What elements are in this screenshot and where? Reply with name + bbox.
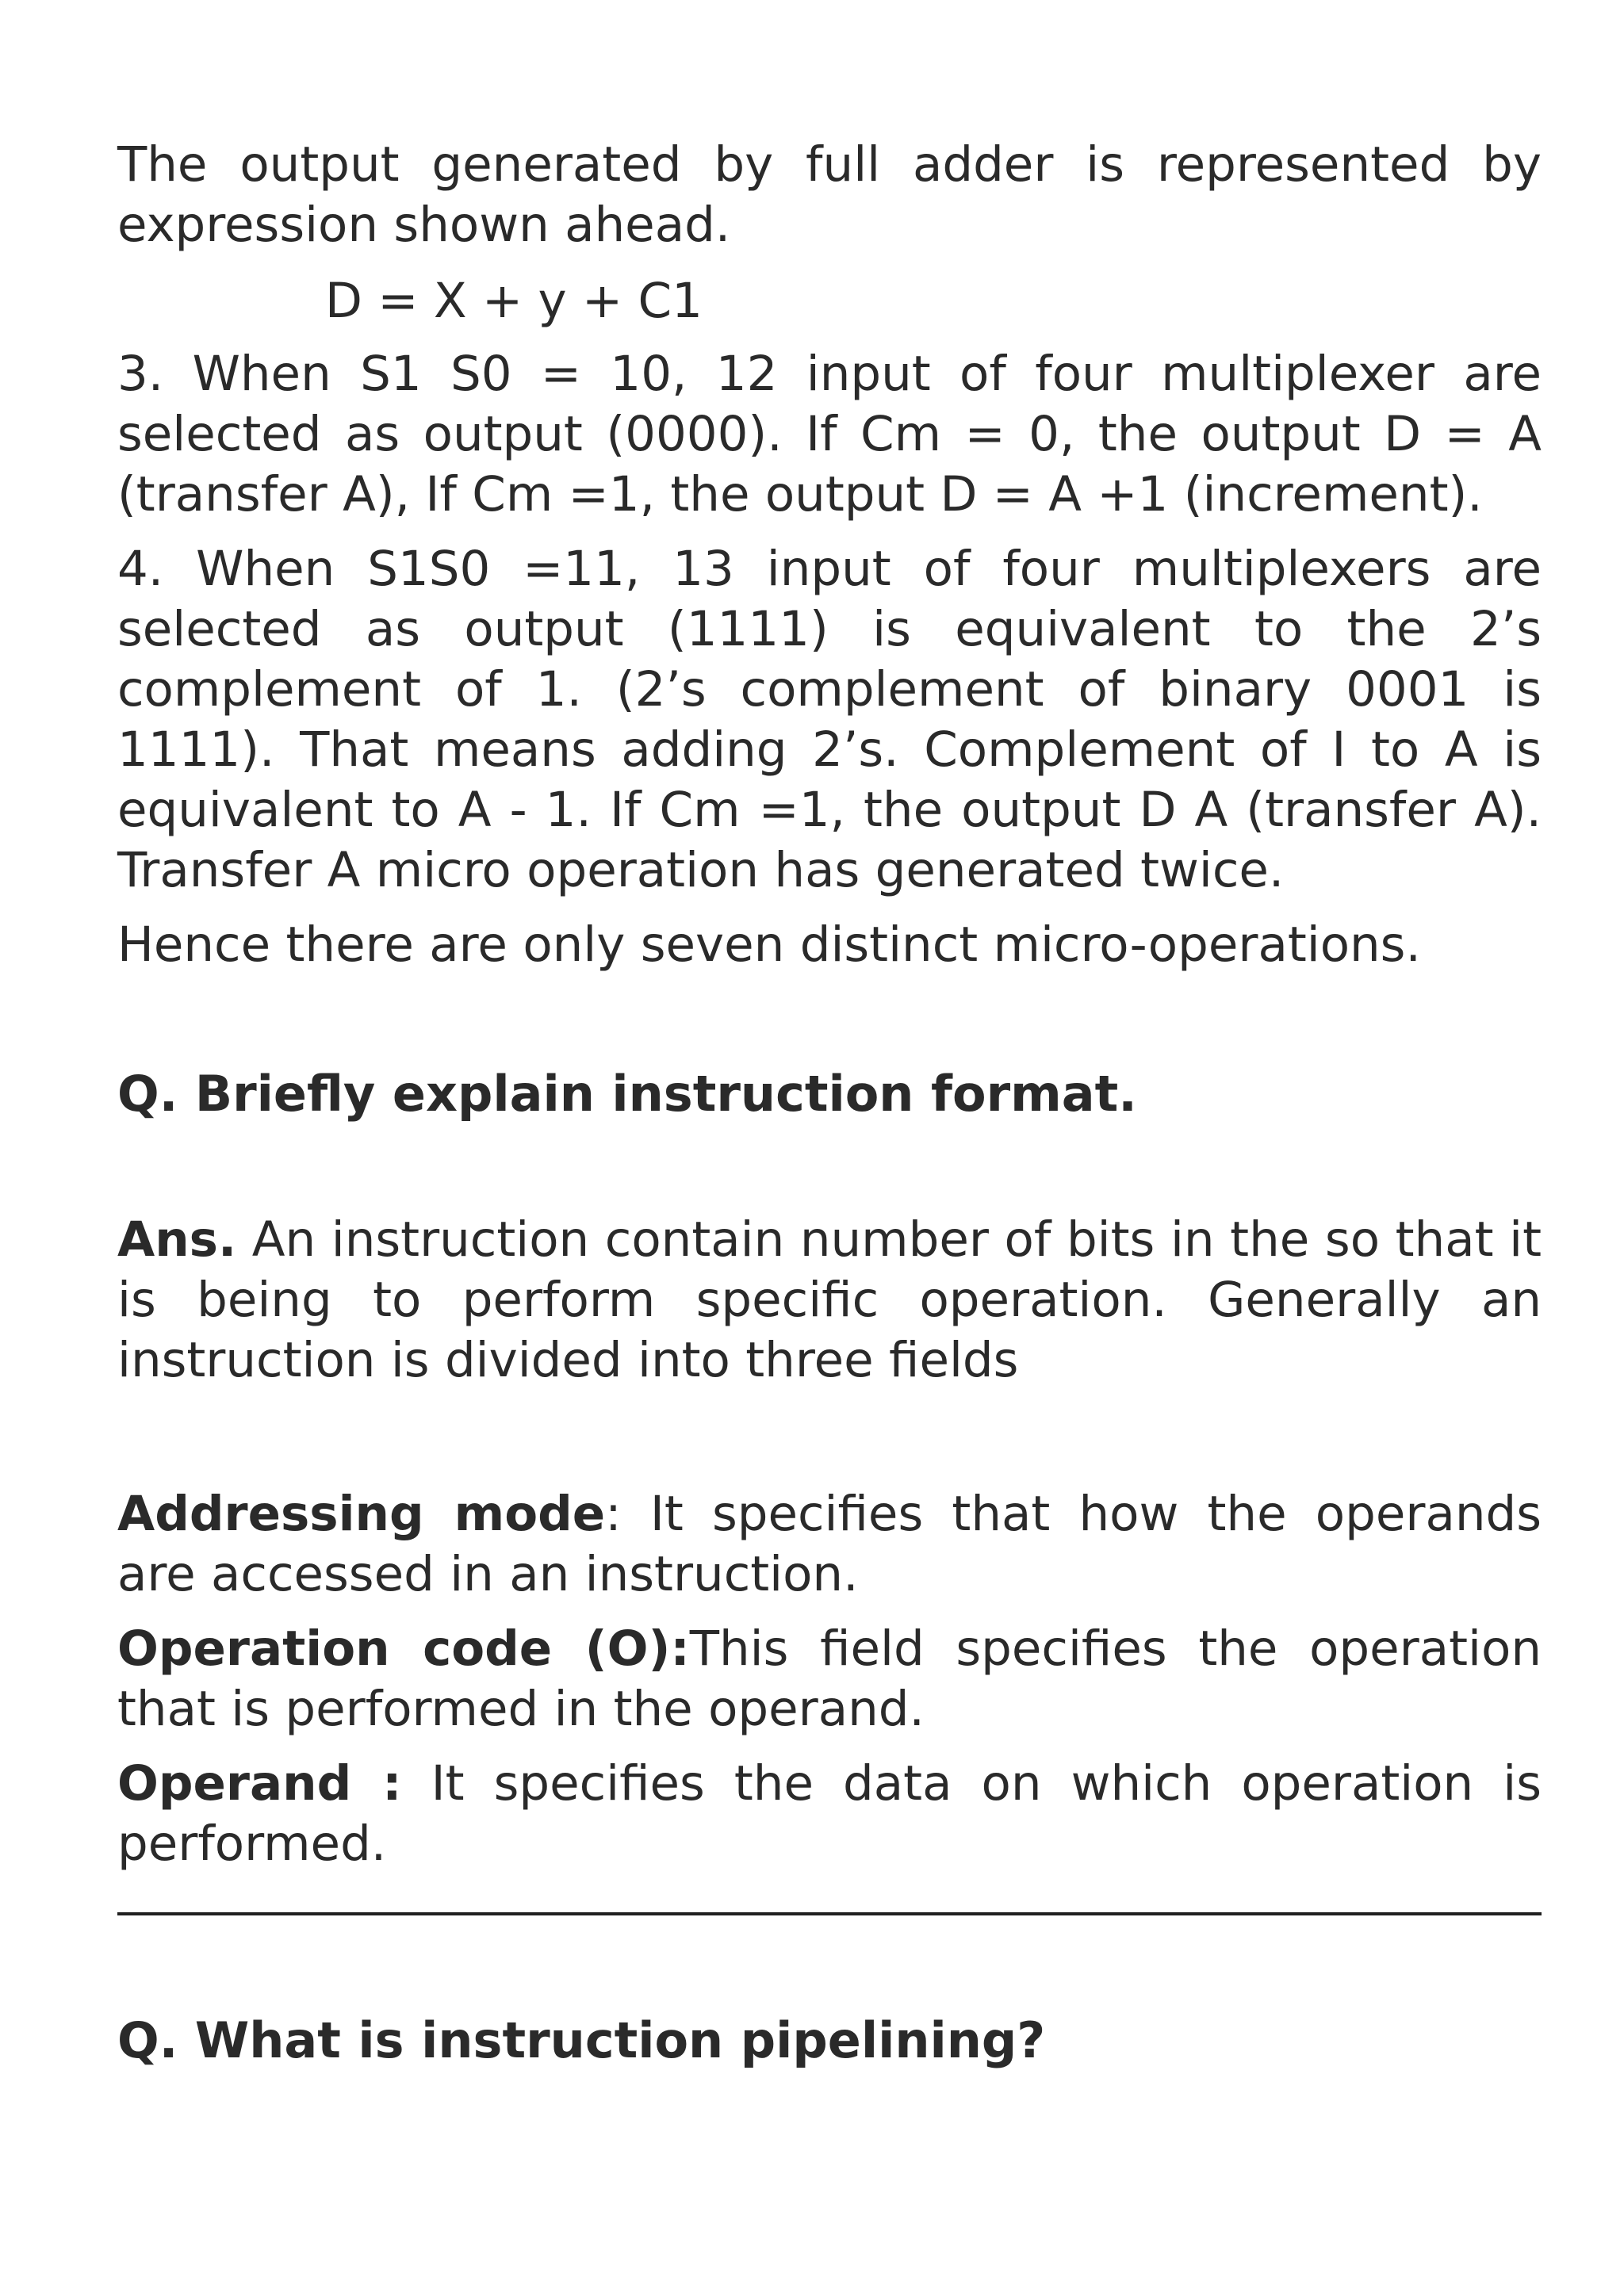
- answer-paragraph: [117, 1210, 1542, 1391]
- question-instruction-pipelining: Q. What is instruction pipelining?: [117, 2011, 1046, 2069]
- field-sep: [402, 1755, 431, 1812]
- intro-paragraph: The output generated by full adder is represented by expression shown ahead.: [117, 136, 1542, 253]
- answer-label: Ans.: [117, 1211, 237, 1268]
- full-adder-formula: D = X + y + C1: [325, 273, 703, 329]
- field-description: This field specifies the operation that is performed in the operand.: [117, 1621, 1542, 1737]
- document-page: [117, 135, 1542, 2072]
- conclusion-paragraph: Hence there are only seven distinct micro-operations.: [117, 916, 1421, 973]
- field-description: It specifies that how the operands are accessed in an instruction.: [117, 1486, 1542, 1602]
- field-operation-code: [117, 1619, 1542, 1739]
- field-description: It specifies the data on which operation is performed.: [117, 1755, 1542, 1872]
- question-instruction-format: Q. Briefly explain instruction format.: [117, 1065, 1137, 1123]
- field-operand: [117, 1754, 1542, 1874]
- field-sep: :: [605, 1486, 650, 1542]
- answer-text: An instruction contain number of bits in the so that it is being to perform specific operation. Generally an instruction is divided into three fields: [117, 1211, 1542, 1388]
- field-term: Addressing mode: [117, 1486, 606, 1542]
- item-3-paragraph: 3. When S1 S0 = 10, 12 input of four multiplexer are selected as output (0000). If Cm = 0, the output D = A (transfer A), If Cm =1, the output D = A +1 (increment).: [117, 346, 1542, 522]
- field-addressing-mode: [117, 1484, 1542, 1605]
- field-term: Operand :: [117, 1755, 402, 1812]
- field-term: Operation code (O):: [117, 1621, 690, 1677]
- item-4-paragraph: 4. When S1S0 =11, 13 input of four multiplexers are selected as output (1111) is equivalent to the 2’s complement of 1. (2’s complement of binary 0001 is 1111). That means adding 2’s. Complement of I to A is equivalent to A - 1. If Cm =1, the output D A (transfer A). Transfer A micro operation has generated twice.: [117, 541, 1542, 898]
